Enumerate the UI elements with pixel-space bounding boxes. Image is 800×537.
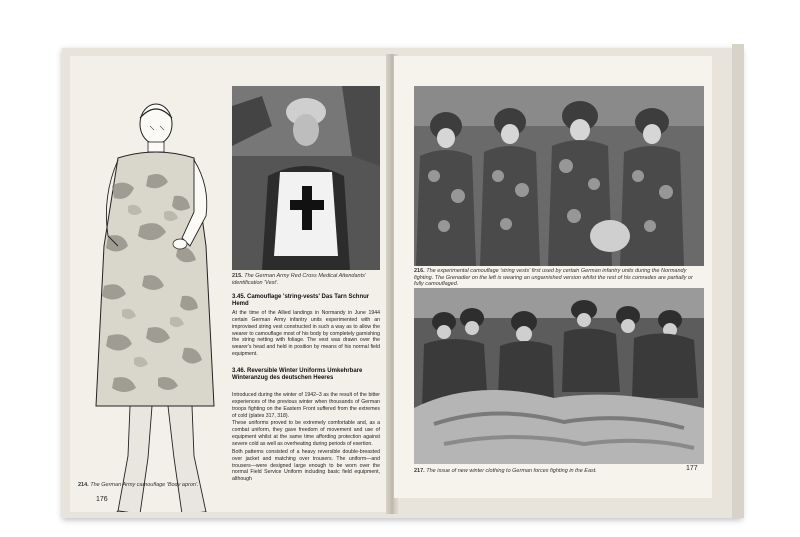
caption-217-number: 217. xyxy=(414,468,425,474)
caption-214-text: The German Army camouflage 'Body apron'. xyxy=(90,482,199,488)
photo-215-red-cross-vest xyxy=(232,86,380,270)
caption-215 xyxy=(232,273,380,286)
photo-217-winter-clothing xyxy=(414,288,704,464)
section-3-46-title: 3.46. Reversible Winter Uniforms Umkehrbare Winteranzug des deutschen Heeres xyxy=(232,368,363,381)
section-3-46-paragraph-3: Both patterns consisted of a heavy reversible double-breasted over jacket and matching over trousers. The uniform—and trousers—were designed large enough to be worn over the normal Field Service Uniform including basic field equipment, although xyxy=(232,448,380,483)
caption-214 xyxy=(78,482,258,489)
page-number-right: 177 xyxy=(686,465,698,472)
caption-216 xyxy=(414,268,704,288)
section-3-45-body: At the time of the Allied landings in Normandy in June 1944 certain German Army infantry units experimented with an improvised string vest constructed in such a way as to allow the wearer to camouflage most of his body by completely garnishing the string netting with foliage. The vest was drawn over the wearer's head and held in position by means of his normal field equipment. xyxy=(232,310,380,358)
caption-216-text: The experimental camouflage 'string vests' first used by certain German infantry units during the Normandy fighting. The Grenadier on the left is wearing an ungarnished version whilst the rest of his comrades are partially or fully camouflaged. xyxy=(414,268,693,288)
section-3-46-body xyxy=(232,392,380,484)
section-3-45-title: 3.45. Camouflage 'string-vests' Das Tarn Schnur Hemd xyxy=(232,294,370,307)
caption-215-number: 215. xyxy=(232,273,243,279)
body-apron-illustration xyxy=(78,96,228,512)
right-page xyxy=(394,56,712,498)
page-number-left: 176 xyxy=(96,496,108,503)
caption-215-text: The German Army Red Cross Medical Attendants' identification 'Vest'. xyxy=(232,273,366,286)
caption-214-number: 214. xyxy=(78,482,89,488)
left-page xyxy=(70,56,392,512)
caption-217-text: The issue of new winter clothing to German forces fighting in the East. xyxy=(426,468,597,474)
photo-216-string-vests xyxy=(414,86,704,266)
caption-217 xyxy=(414,468,654,475)
caption-216-number: 216. xyxy=(414,268,425,274)
section-3-46-paragraph-2: These uniforms proved to be extremely comfortable and, as a combat uniform, they gave freedom of movement and use of equipment whilst at the same time affording protection against severe cold as well as overheating during periods of exertion. xyxy=(232,420,380,448)
book-cover-edge xyxy=(732,44,744,518)
section-3-46-paragraph-1: Introduced during the winter of 1942–3 as the result of the bitter experiences of the previous winter when thousands of German troops fighting on the Eastern Front suffered from the extremes of cold (plates 317, 318). xyxy=(232,392,380,419)
